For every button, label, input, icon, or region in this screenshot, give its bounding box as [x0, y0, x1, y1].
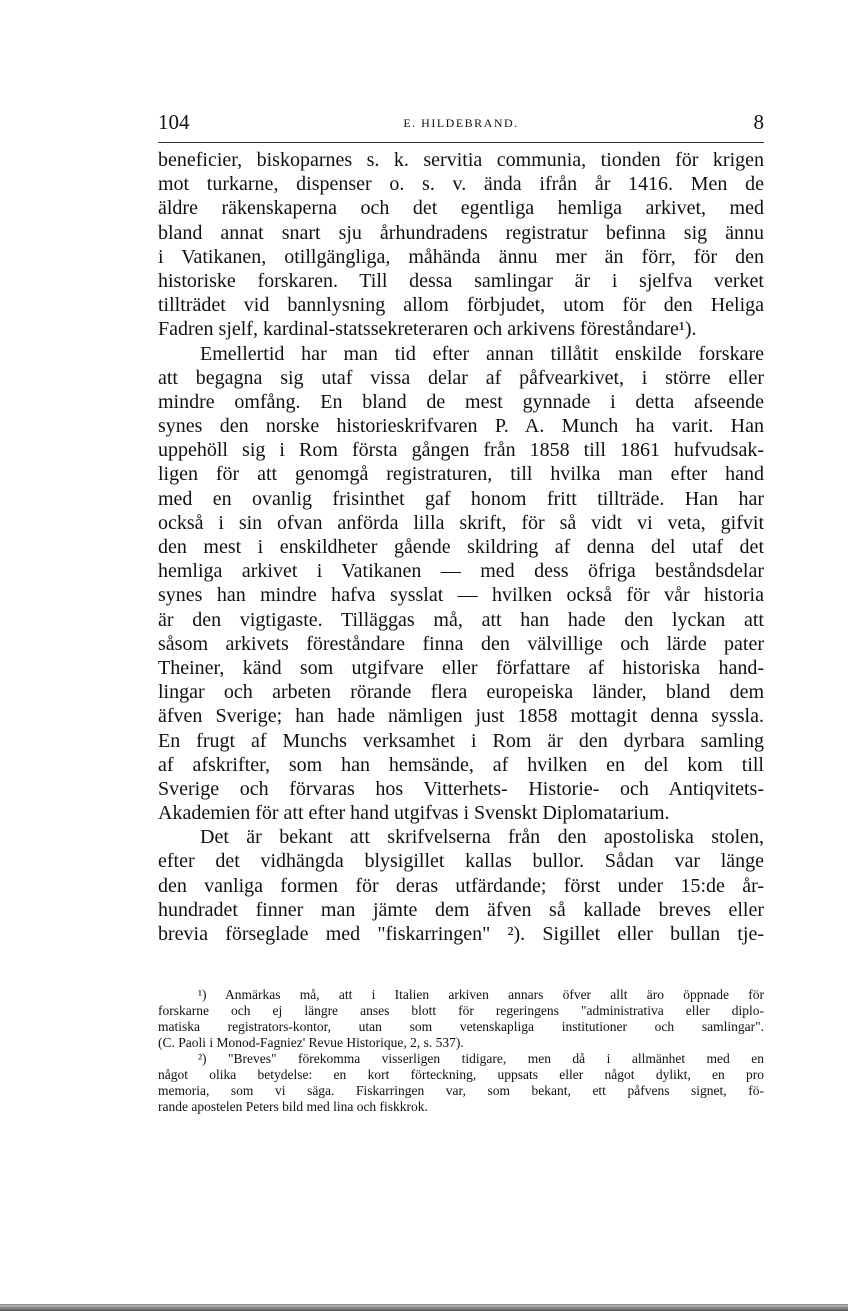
body-line: Akademien för att efter hand utgifvas i Svenskt Diplomatarium. — [158, 802, 670, 825]
footnote-line: ¹) Anmärkas må, att i Italien arkiven annars öfver allt äro öppnade för — [198, 987, 764, 1002]
footnote-line: forskarne och ej längre anses blott för regeringens "administrativa eller diplo- — [158, 1003, 764, 1018]
body-line: tillträdet vid bannlysning allom förbjudet, utom för den Heliga — [158, 294, 764, 317]
running-head-author: E. HILDEBRAND. — [403, 116, 519, 130]
body-line: Det är bekant att skrifvelserna från den apostoliska stolen, — [200, 826, 764, 849]
page-header — [158, 110, 764, 136]
body-line: hemliga arkivet i Vatikanen — med dess öfriga beståndsdelar — [158, 560, 764, 583]
body-line: brevia förseglade med "fiskarringen" ²). Sigillet eller bullan tje- — [158, 923, 764, 945]
body-line: såsom arkivets föreståndare finna den välvillige och lärde pater — [158, 632, 764, 655]
body-line: synes han mindre hafva sysslat — hvilken också för vår historia — [158, 584, 764, 607]
footnotes — [158, 987, 764, 1115]
body-line: ligen för att genomgå registraturen, till hvilka man efter hand — [158, 463, 764, 486]
body-line: af afskrifter, som han hemsände, af hvilken en del kom till — [158, 753, 764, 776]
footnote-line: (C. Paoli i Monod-Fagniez' Revue Historique, 2, s. 537). — [158, 1035, 464, 1050]
body-line: är den vigtigaste. Tilläggas må, att han hade den lyckan att — [158, 608, 764, 631]
body-line: efter det vidhängda blysigillet kallas bullor. Sådan var länge — [158, 850, 764, 873]
body-line: med en ovanlig frisinthet gaf honom fritt tillträde. Han har — [158, 487, 764, 510]
header-rule — [158, 142, 764, 143]
footnote-line: memoria, som vi säga. Fiskarringen var, som bekant, ett påfvens signet, fö- — [158, 1083, 764, 1098]
page-bottom-edge — [0, 1305, 848, 1311]
body-line: hundradet finner man jämte dem äfven så kallade breves eller — [158, 898, 764, 921]
body-line: den mest i enskildheter gående skildring af denna del utaf det — [158, 536, 764, 558]
body-line: En frugt af Munchs verksamhet i Rom är den dyrbara samling — [158, 729, 764, 752]
body-line: bland annat snart sju århundradens registratur befinna sig ännu — [158, 221, 764, 244]
body-line: uppehöll sig i Rom första gången från 1858 till 1861 hufvudsak- — [158, 439, 764, 462]
body-line: i Vatikanen, otillgängliga, måhända ännu mer än förr, för den — [158, 245, 764, 268]
body-line: synes den norske historieskrifvaren P. A. Munch ha varit. Han — [158, 415, 764, 438]
body-line: att begagna sig utaf vissa delar af påfvearkivet, i större eller — [158, 366, 764, 389]
body-text — [158, 148, 764, 946]
signature-mark: 8 — [753, 110, 764, 134]
body-line: Emellertid har man tid efter annan tillåtit enskilde forskare — [200, 342, 764, 365]
body-line: mot turkarne, dispenser o. s. v. ända ifrån år 1416. Men de — [158, 173, 764, 196]
footnote-line: rande apostelen Peters bild med lina och fiskkrok. — [158, 1099, 428, 1114]
footnote-line: matiska registrators-kontor, utan som vetenskapliga institutioner och samlingar". — [158, 1019, 764, 1034]
body-line: den vanliga formen för deras utfärdande; först under 15:de år- — [158, 874, 764, 897]
body-line: Sverige och förvaras hos Vitterhets- Historie- och Antiqvitets- — [158, 777, 764, 800]
body-line: också i sin ofvan anförda lilla skrift, för så vidt vi veta, gifvit — [158, 511, 764, 534]
body-line: Fadren sjelf, kardinal-statssekreteraren och arkivens föreståndare¹). — [158, 318, 697, 341]
body-line: mindre omfång. En bland de mest gynnade i detta afseende — [158, 390, 764, 413]
body-line: lingar och arbeten rörande flera europeiska länder, bland dem — [158, 681, 764, 704]
footnote-line: något olika betydelse: en kort förteckning, uppsats eller något dylikt, en pro — [158, 1067, 764, 1082]
body-line: beneficier, biskoparnes s. k. servitia communia, tionden för krigen — [158, 149, 764, 171]
body-line: äfven Sverige; han hade nämligen just 1858 mottagit denna syssla. — [158, 705, 764, 728]
body-line: äldre räkenskaperna och det egentliga hemliga arkivet, med — [158, 197, 764, 220]
footnote-line: ²) "Breves" förekomma visserligen tidigare, men då i allmänhet med en — [198, 1051, 764, 1066]
page-number: 104 — [158, 110, 190, 134]
body-line: historiske forskaren. Till dessa samlingar är i sjelfva verket — [158, 269, 764, 292]
body-line: Theiner, känd som utgifvare eller författare af historiska hand- — [158, 656, 764, 679]
